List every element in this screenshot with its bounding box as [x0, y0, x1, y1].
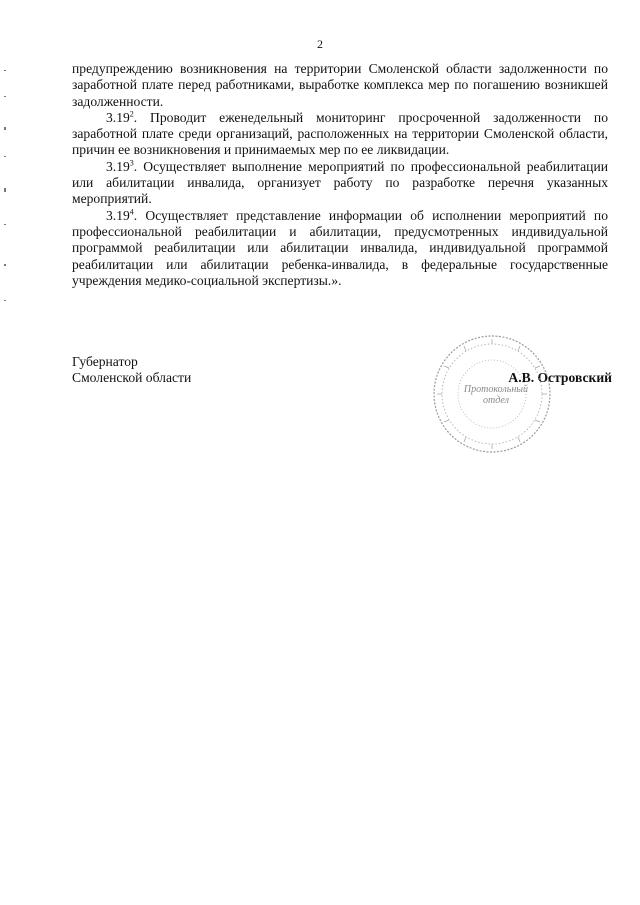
paragraph-3-19-2: 3.19$^2$. Проводит еженедельный мониторинг просроченной задолженности по заработной плате среди организаций, расположенных на территории Смоленской области, причин ее возникновения и принимаемых мер по ее ликвидации.	[72, 109, 608, 158]
paragraph-3-19-4: 3.19$^4$. Осуществляет представление информации об исполнении мероприятий по профессиональной реабилитации и абилитации, предусмотренных индивидуальной программой реабилитации или абилитации инвалида, индивидуальной программой реабилитации или абилитации ребенка-инвалида, в федеральные государственные учреждения медико-социальной экспертизы.».	[72, 207, 608, 288]
stamp-text: Протокольный отдел	[463, 384, 529, 406]
body-text	[72, 61, 608, 289]
margin-scan-marks	[4, 0, 14, 905]
page-number: 2	[317, 37, 323, 51]
paragraph-3-19-3: 3.19$^3$. Осуществляет выполнение мероприятий по профессиональной реабилитации или абилитации инвалида, организует работу по разработке перечня указанных мероприятий.	[72, 158, 608, 207]
paragraph-continuation: предупреждению возникновения на территории Смоленской области задолженности по заработной плате перед работниками, выработке комплекса мер по погашению возникшей задолженности.	[72, 61, 608, 109]
signatory-title: Губернатор Смоленской области	[72, 354, 192, 386]
signatory-name: А.В. Островский	[508, 370, 612, 385]
